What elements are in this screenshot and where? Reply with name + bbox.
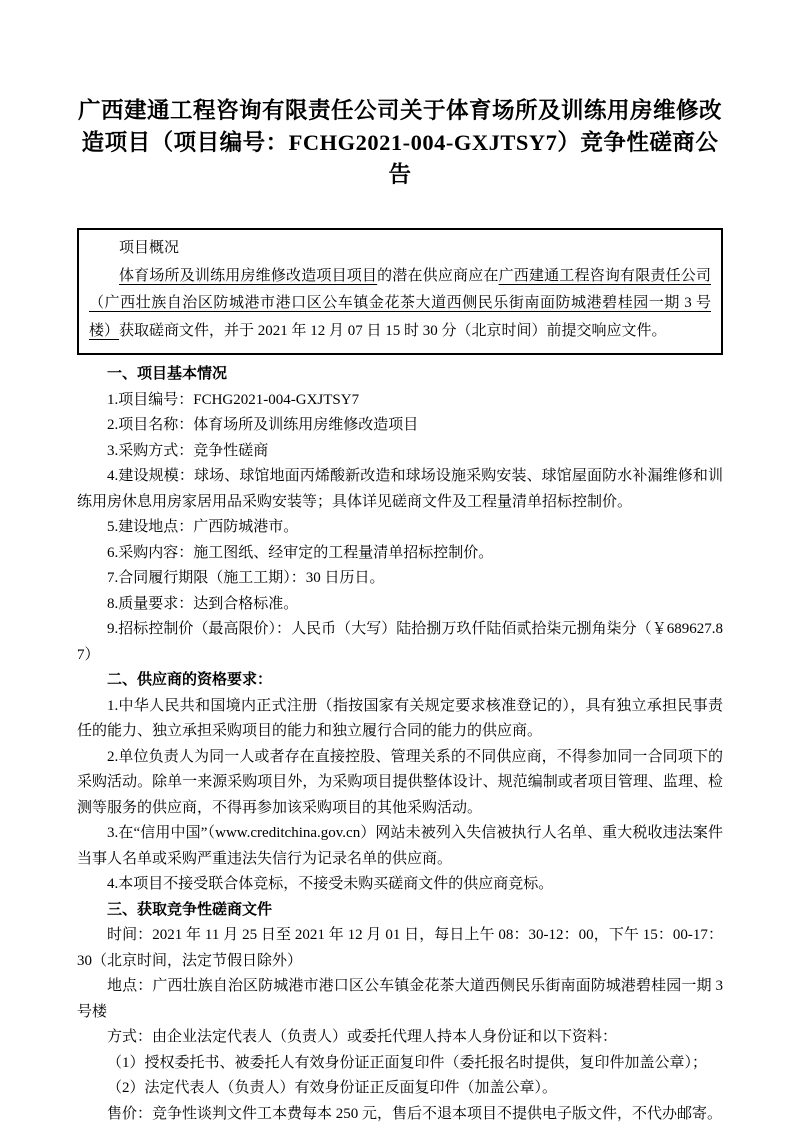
overview-text-segment: 获取磋商文件，并于 2021 年 12 月 07 日 15 时 30 分（北京时间）前提交响应文件。 [119,322,667,339]
section-basic-info [77,362,723,668]
section-items-supplier-qualifications [77,694,723,898]
overview-paragraph [89,263,711,346]
section-heading-supplier-qualifications: 二、供应商的资格要求： [107,672,273,688]
paragraph: 方式：由企业法定代表人（负责人）或委托代理人持本人身份证和以下资料： [107,1029,618,1045]
document-content [77,95,723,1122]
document-body [77,362,723,1122]
paragraph: 5.建设地点：广西防城港市。 [107,519,299,535]
project-overview-box [77,228,723,355]
overview-heading: 项目概况 [119,240,180,256]
section-items-obtain-documents [77,923,723,1122]
overview-text-segment: 的潜在供应商应在 [377,267,499,284]
section-supplier-qualifications [77,668,723,898]
document-title: 广西建通工程咨询有限责任公司关于体育场所及训练用房维修改造项目（项目编号：FCHG2021-004-GXJTSY7）竞争性磋商公告 [77,98,722,187]
paragraph: 4.本项目不接受联合体竞标，不接受未购买磋商文件的供应商竞标。 [107,876,554,892]
paragraph: （2）法定代表人（负责人）有效身份证正反面复印件（加盖公章）。 [107,1080,558,1096]
paragraph: 地点：广西壮族自治区防城港市港口区公车镇金花茶大道西侧民乐街南面防城港碧桂园一期 3 号楼 [77,978,723,1020]
section-heading-basic-info: 一、项目基本情况 [107,366,228,382]
overview-text-segment: 体育场所及训练用房维修改造项目项目 [119,267,378,284]
paragraph: 9.招标控制价（最高限价）：人民币（大写）陆拾捌万玖仟陆佰贰拾柒元捌角柒分（￥689627.87） [77,621,723,663]
paragraph: 3.在“信用中国”（www.creditchina.gov.cn）网站未被列入失信被执行人名单、重大税收违法案件当事人名单或采购严重违法失信行为记录名单的供应商。 [77,825,723,867]
paragraph: 1.中华人民共和国境内正式注册（指按国家有关规定要求核准登记的），具有独立承担民事责任的能力、独立承担采购项目的能力和独立履行合同的能力的供应商。 [77,697,723,739]
paragraph: 售价：竞争性谈判文件工本费每本 250 元，售后不退本项目不提供电子版文件，不代办邮寄。 [107,1105,723,1122]
paragraph: 2.单位负责人为同一人或者存在直接控股、管理关系的不同供应商，不得参加同一合同项下的采购活动。除单一来源采购项目外，为采购项目提供整体设计、规范编制或者项目管理、监理、检测等服务的供应商，不得再参加该采购项目的其他采购活动。 [77,748,723,816]
paragraph: 3.采购方式：竞争性磋商 [107,442,269,459]
section-heading-obtain-documents: 三、获取竞争性磋商文件 [107,901,273,918]
paragraph: 4.建设规模：球场、球馆地面丙烯酸新改造和球场设施采购安装、球馆屋面防水补漏维修和训练用房休息用房家居用品采购安装等；具体详见磋商文件及工程量清单招标控制价。 [77,468,723,510]
paragraph: 时间：2021 年 11 月 25 日至 2021 年 12 月 01 日，每日上午 08：30-12：00，下午 15：00-17：30（北京时间，法定节假日除外） [77,927,723,969]
paragraph: 2.项目名称：体育场所及训练用房维修改造项目 [107,417,419,433]
paragraph: 8.质量要求：达到合格标准。 [107,595,299,612]
paragraph: 6.采购内容：施工图纸、经审定的工程量清单招标控制价。 [107,544,494,561]
paragraph: （1）授权委托书、被委托人有效身份证正面复印件（委托报名时提供，复印件加盖公章）； [107,1054,708,1071]
paragraph: 1.项目编号：FCHG2021-004-GXJTSY7 [107,391,360,408]
section-obtain-documents [77,898,723,1122]
section-items-basic-info [77,388,723,669]
paragraph: 7.合同履行期限（施工工期）：30 日历日。 [107,570,385,586]
overview-text-segment: 广西建通工程咨询有限责任公司（广西壮族自治区防城港市港口区公车镇金花茶大道西侧民乐街南面防城港碧桂园一期 3 号楼） [89,267,711,339]
